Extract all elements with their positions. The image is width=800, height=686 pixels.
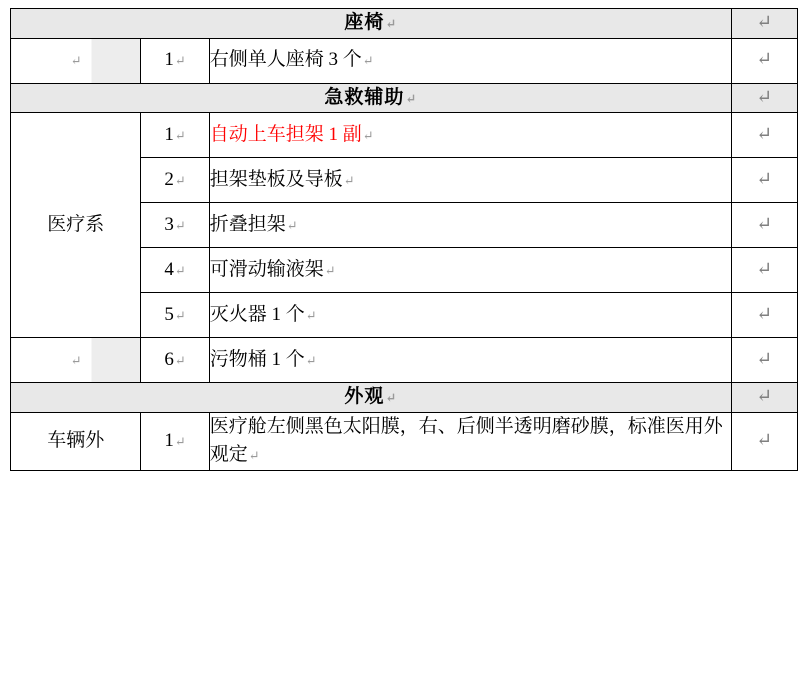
- section-mark-cell: ↵: [731, 83, 797, 113]
- item-name-cell: 灭火器 1 个↵: [209, 293, 731, 338]
- remark-cell: ↵: [731, 158, 797, 203]
- item-name-cell: 医疗舱左侧黑色太阳膜，右、后侧半透明磨砂膜，标准医用外观定↵: [209, 412, 731, 470]
- item-name-cell: 折叠担架↵: [209, 203, 731, 248]
- remark-cell: ↵: [731, 248, 797, 293]
- remark-cell: ↵: [731, 412, 797, 470]
- paragraph-mark-icon: ↵: [248, 448, 260, 463]
- item-name-cell: 右侧单人座椅 3 个↵: [209, 38, 731, 83]
- remark-cell: ↵: [731, 113, 797, 158]
- index-cell: 1↵: [141, 38, 209, 83]
- table-row: [11, 338, 798, 383]
- paragraph-mark-icon: ↵: [174, 307, 186, 323]
- paragraph-mark-icon: ↵: [174, 352, 186, 368]
- section-title: 座椅↵: [11, 9, 732, 39]
- paragraph-mark-icon: ↵: [324, 262, 336, 278]
- paragraph-mark-icon: ↵: [174, 217, 186, 233]
- table-row: [11, 113, 798, 158]
- section-mark-cell: ↵: [731, 9, 797, 39]
- paragraph-mark-icon: ↵: [362, 53, 374, 69]
- section-header-row: [11, 9, 798, 39]
- section-header-row: [11, 383, 798, 413]
- category-cell: 医疗系: [11, 113, 141, 338]
- section-header-row: [11, 83, 798, 113]
- paragraph-mark-icon: ↵: [174, 262, 186, 278]
- index-cell: 1↵: [141, 113, 209, 158]
- table-row: [11, 38, 798, 83]
- paragraph-mark-icon: ↵: [305, 352, 317, 368]
- category-cell: 车辆外: [11, 412, 141, 470]
- paragraph-mark-icon: ↵: [174, 172, 186, 188]
- category-cell: [11, 38, 141, 83]
- index-cell: 1↵: [141, 412, 209, 470]
- item-name-cell: 自动上车担架 1 副↵: [209, 113, 731, 158]
- paragraph-mark-icon: ↵: [70, 352, 82, 368]
- paragraph-mark-icon: ↵: [70, 53, 82, 69]
- paragraph-mark-icon: ↵: [385, 16, 398, 31]
- paragraph-mark-icon: ↵: [286, 217, 298, 233]
- remark-cell: ↵: [731, 293, 797, 338]
- index-cell: 4↵: [141, 248, 209, 293]
- section-mark-cell: ↵: [731, 383, 797, 413]
- remark-cell: ↵: [731, 38, 797, 83]
- paragraph-mark-icon: ↵: [174, 53, 186, 69]
- index-cell: 3↵: [141, 203, 209, 248]
- item-name-cell: 可滑动输液架↵: [209, 248, 731, 293]
- paragraph-mark-icon: ↵: [174, 127, 186, 143]
- paragraph-mark-icon: ↵: [362, 127, 374, 143]
- index-cell: 6↵: [141, 338, 209, 383]
- item-name-cell: 担架垫板及导板↵: [209, 158, 731, 203]
- paragraph-mark-icon: ↵: [385, 390, 398, 405]
- section-title: 急救辅助↵: [11, 83, 732, 113]
- table-row: [11, 412, 798, 470]
- paragraph-mark-icon: ↵: [405, 90, 418, 106]
- section-title: 外观↵: [11, 383, 732, 413]
- paragraph-mark-icon: ↵: [174, 433, 186, 449]
- item-name-cell: 污物桶 1 个↵: [209, 338, 731, 383]
- paragraph-mark-icon: ↵: [343, 172, 355, 188]
- paragraph-mark-icon: ↵: [305, 307, 317, 323]
- index-cell: 5↵: [141, 293, 209, 338]
- remark-cell: ↵: [731, 338, 797, 383]
- spec-table: [10, 8, 798, 471]
- index-cell: 2↵: [141, 158, 209, 203]
- category-cell: [11, 338, 141, 383]
- remark-cell: ↵: [731, 203, 797, 248]
- document-page: [0, 8, 800, 686]
